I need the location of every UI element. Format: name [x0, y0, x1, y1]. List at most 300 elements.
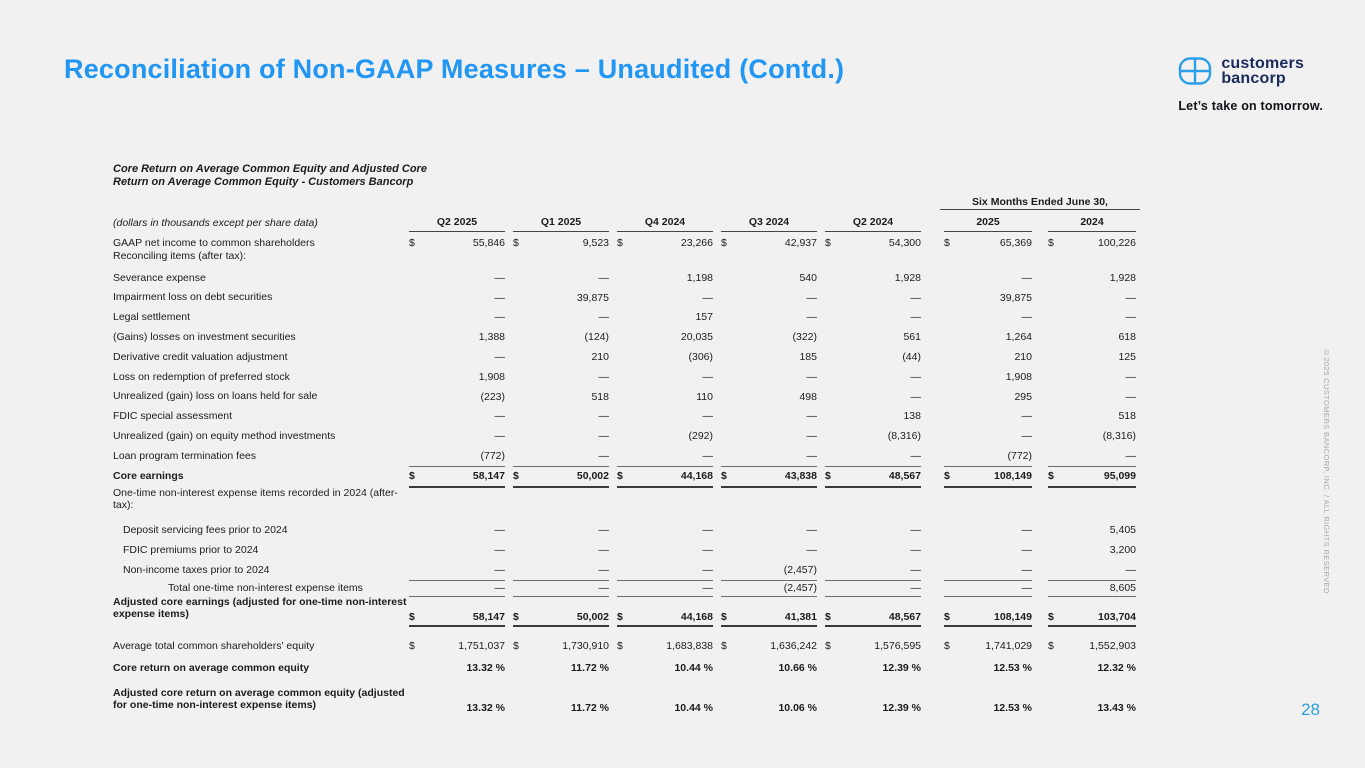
cell-value: — [598, 543, 609, 556]
cell-value: — [702, 370, 713, 383]
cell-value: 44,168 [680, 610, 713, 623]
cell-value: 12.53 % [993, 661, 1032, 674]
value-cell [940, 347, 1036, 367]
value-cell [613, 680, 717, 714]
value-cell [1044, 580, 1140, 596]
cell-value: — [806, 450, 817, 463]
cell-value: 108,149 [994, 610, 1032, 623]
cell-value: — [598, 430, 609, 443]
dollar-sign: $ [721, 469, 727, 482]
dollar-sign: $ [617, 610, 623, 623]
cell-value: — [910, 291, 921, 304]
cell-value: — [1021, 523, 1032, 536]
cell-value: — [494, 523, 505, 536]
value-cell [509, 520, 613, 540]
value-cell [1044, 236, 1140, 268]
cell-value: — [494, 351, 505, 364]
value-cell [717, 308, 821, 328]
value-cell [509, 236, 613, 268]
value-cell [717, 367, 821, 387]
cell-value: — [598, 581, 609, 594]
cell-value: 618 [1118, 331, 1136, 344]
cell-value: 8,605 [1109, 581, 1136, 594]
table-title-line1: Core Return on Average Common Equity and Adjusted Core [113, 163, 427, 175]
cell-value: (8,316) [1102, 430, 1136, 443]
cell-value: (2,457) [783, 563, 817, 576]
col-header-q4-2024: Q4 2024 [617, 210, 713, 232]
cell-value: 1,552,903 [1089, 639, 1136, 652]
value-cell [613, 347, 717, 367]
value-cell [613, 636, 717, 656]
value-cell [405, 407, 509, 427]
cell-value: 12.39 % [882, 661, 921, 674]
table-row [113, 486, 1140, 520]
dollar-sign: $ [825, 610, 831, 623]
dollar-sign: $ [617, 469, 623, 482]
cell-value: 10.06 % [778, 701, 817, 714]
dollar-sign: $ [617, 639, 623, 652]
cell-value: 43,838 [784, 469, 817, 482]
value-cell [821, 327, 925, 347]
value-cell [509, 466, 613, 486]
value-cell [821, 268, 925, 288]
value-cell [940, 308, 1036, 328]
cell-value: 1,388 [478, 331, 505, 344]
value-cell [940, 520, 1036, 540]
value-cell [717, 466, 821, 486]
value-cell [613, 327, 717, 347]
cell-value: 12.39 % [882, 701, 921, 714]
value-cell [405, 268, 509, 288]
cell-value: — [494, 581, 505, 594]
value-cell [405, 580, 509, 596]
value-cell [821, 387, 925, 407]
cell-value: 103,704 [1098, 610, 1136, 623]
cell-value: 39,875 [576, 291, 609, 304]
table-row [113, 520, 1140, 540]
value-cell [613, 288, 717, 308]
value-cell [405, 680, 509, 714]
cell-value: 54,300 [888, 237, 921, 249]
cell-value: — [1021, 430, 1032, 443]
cell-value: — [1021, 271, 1032, 284]
value-cell [821, 426, 925, 446]
value-cell [405, 520, 509, 540]
value-cell [717, 407, 821, 427]
value-cell [821, 540, 925, 560]
value-cell [1044, 636, 1140, 656]
value-cell [940, 680, 1036, 714]
cell-value: (2,457) [783, 581, 817, 594]
dollar-sign: $ [513, 639, 519, 652]
value-cell [509, 596, 613, 623]
value-cell [509, 580, 613, 596]
row-label: Loan program termination fees [113, 449, 256, 462]
cell-value: — [910, 390, 921, 403]
col-header-q2-2024: Q2 2024 [825, 210, 921, 232]
value-cell [940, 466, 1036, 486]
reconciliation-table [113, 163, 1140, 714]
dollar-sign: $ [721, 639, 727, 652]
value-cell [509, 367, 613, 387]
cell-value: — [598, 563, 609, 576]
cell-value: — [910, 543, 921, 556]
table-row [113, 560, 1140, 580]
value-cell [405, 347, 509, 367]
row-label: Average total common shareholders' equity [113, 639, 315, 652]
table-row [113, 636, 1140, 656]
cell-value: 65,369 [999, 237, 1032, 249]
value-cell [509, 540, 613, 560]
row-label: FDIC special assessment [113, 410, 233, 423]
value-cell [1044, 446, 1140, 466]
value-cell [717, 540, 821, 560]
value-cell [821, 560, 925, 580]
cell-value: — [494, 311, 505, 324]
value-cell [405, 560, 509, 580]
value-cell [1044, 520, 1140, 540]
cell-value: — [702, 581, 713, 594]
cell-value: 138 [903, 410, 921, 423]
value-cell [509, 560, 613, 580]
cell-value: 518 [1118, 410, 1136, 423]
dollar-sign: $ [409, 469, 415, 482]
value-cell [940, 367, 1036, 387]
value-cell [405, 636, 509, 656]
cell-value: — [910, 311, 921, 324]
table-row [113, 596, 1140, 622]
cell-value: (124) [584, 331, 609, 344]
value-cell [940, 288, 1036, 308]
cell-value: — [494, 563, 505, 576]
cell-value: (306) [688, 351, 713, 364]
value-cell [613, 426, 717, 446]
cell-value: — [598, 523, 609, 536]
cell-value: 1,928 [894, 271, 921, 284]
cell-value: 20,035 [680, 331, 713, 344]
dollar-sign: $ [513, 237, 519, 249]
value-cell [613, 308, 717, 328]
cell-value: (322) [792, 331, 817, 344]
cell-value: 11.72 % [571, 701, 609, 714]
cell-value: 1,576,595 [874, 639, 921, 652]
cell-value: 295 [1014, 390, 1032, 403]
value-cell [405, 596, 509, 623]
cell-value: — [910, 450, 921, 463]
table-title-line2: Return on Average Common Equity - Customers Bancorp [113, 175, 414, 188]
value-cell [405, 288, 509, 308]
row-label: (Gains) losses on investment securities [113, 331, 296, 344]
value-cell [717, 347, 821, 367]
dollar-sign: $ [513, 610, 519, 623]
cell-value: — [702, 523, 713, 536]
table-row [113, 656, 1140, 680]
cell-value: — [1021, 410, 1032, 423]
value-cell [1044, 347, 1140, 367]
col-header-q2-2025: Q2 2025 [409, 210, 505, 232]
value-cell [717, 426, 821, 446]
cell-value: 3,200 [1109, 543, 1136, 556]
value-cell [717, 387, 821, 407]
value-cell [509, 680, 613, 714]
cell-value: — [1021, 563, 1032, 576]
row-label: Impairment loss on debt securities [113, 291, 273, 304]
value-cell [613, 367, 717, 387]
cell-value: 58,147 [472, 469, 505, 482]
value-cell [940, 407, 1036, 427]
cell-value: 108,149 [994, 469, 1032, 482]
value-cell [821, 636, 925, 656]
value-cell [940, 446, 1036, 466]
value-cell [509, 387, 613, 407]
value-cell [821, 596, 925, 623]
table-row [113, 367, 1140, 387]
dollar-sign: $ [721, 610, 727, 623]
table-row [113, 347, 1140, 367]
copyright-vertical-text: ©2025 CUSTOMERS BANCORP, INC. / ALL RIGHTS RESERVED [1322, 348, 1331, 594]
value-cell [821, 288, 925, 308]
value-cell [940, 268, 1036, 288]
cell-value: 210 [1014, 351, 1032, 364]
value-cell [821, 446, 925, 466]
cell-value: — [910, 563, 921, 576]
cell-value: (292) [688, 430, 713, 443]
cell-value: — [1125, 311, 1136, 324]
cell-value: 100,226 [1098, 237, 1136, 249]
cell-value: 12.32 % [1097, 661, 1136, 674]
col-header-6m-2024: 2024 [1048, 210, 1136, 232]
dollar-sign: $ [944, 237, 950, 249]
customers-bancorp-logo [1178, 56, 1323, 86]
cell-value: — [598, 410, 609, 423]
group-header-row [113, 194, 1140, 210]
dollar-sign: $ [825, 469, 831, 482]
dollar-sign: $ [1048, 610, 1054, 623]
table-row [113, 308, 1140, 328]
cell-value: 50,002 [576, 610, 609, 623]
cell-value: (8,316) [887, 430, 921, 443]
value-cell [717, 268, 821, 288]
row-label: Loss on redemption of preferred stock [113, 370, 290, 383]
value-cell [717, 656, 821, 680]
value-cell [717, 236, 821, 268]
row-label: Unrealized (gain) on equity method investments [113, 430, 336, 443]
cell-value: 5,405 [1109, 523, 1136, 536]
cell-value: 48,567 [888, 469, 921, 482]
value-cell [821, 308, 925, 328]
cell-value: — [910, 523, 921, 536]
cell-value: — [494, 543, 505, 556]
value-cell [1044, 680, 1140, 714]
value-cell [940, 236, 1036, 268]
cell-value: — [910, 370, 921, 383]
cell-value: 58,147 [472, 610, 505, 623]
cell-value: 55,846 [472, 237, 505, 249]
value-cell [405, 367, 509, 387]
row-label: Deposit servicing fees prior to 2024 [123, 523, 288, 536]
cell-value: 39,875 [999, 291, 1032, 304]
cell-value: (44) [902, 351, 921, 364]
value-cell [405, 308, 509, 328]
cell-value: 42,937 [784, 237, 817, 249]
value-cell [1044, 560, 1140, 580]
value-cell [821, 580, 925, 596]
value-cell [405, 656, 509, 680]
cell-value: — [806, 291, 817, 304]
value-cell [940, 540, 1036, 560]
value-cell [717, 446, 821, 466]
dollar-sign: $ [617, 237, 623, 249]
value-cell [613, 236, 717, 268]
col-header-q1-2025: Q1 2025 [513, 210, 609, 232]
value-cell [1044, 367, 1140, 387]
value-cell [509, 656, 613, 680]
table-title [113, 163, 1140, 188]
cell-value: 13.32 % [466, 701, 505, 714]
cell-value: 110 [696, 390, 713, 403]
value-cell [1044, 268, 1140, 288]
col-header-6m-2025: 2025 [944, 210, 1032, 232]
table-body [113, 236, 1140, 714]
row-label: Unrealized (gain) loss on loans held for sale [113, 390, 318, 403]
value-cell [821, 236, 925, 268]
value-cell [940, 560, 1036, 580]
value-cell [613, 446, 717, 466]
six-months-group-header: Six Months Ended June 30, [940, 194, 1140, 210]
cell-value: 10.44 % [674, 661, 713, 674]
value-cell [405, 540, 509, 560]
value-cell [821, 347, 925, 367]
cell-value: (223) [480, 390, 505, 403]
value-cell [405, 387, 509, 407]
value-cell [1044, 288, 1140, 308]
table-row [113, 446, 1140, 466]
cell-value: 125 [1118, 351, 1136, 364]
value-cell [1044, 407, 1140, 427]
cell-value: — [494, 410, 505, 423]
cell-value: — [1021, 581, 1032, 594]
cell-value: — [1021, 543, 1032, 556]
value-cell [717, 520, 821, 540]
value-cell [717, 560, 821, 580]
value-cell [405, 236, 509, 268]
value-cell [940, 580, 1036, 596]
table-row [113, 288, 1140, 308]
row-label: Core return on average common equity [113, 661, 310, 674]
column-header-row [113, 210, 1140, 232]
value-cell [613, 268, 717, 288]
row-label: Non-income taxes prior to 2024 [123, 563, 270, 576]
value-cell [940, 636, 1036, 656]
table-row [113, 466, 1140, 486]
cell-value: 48,567 [888, 610, 921, 623]
value-cell [613, 656, 717, 680]
value-cell [405, 466, 509, 486]
table-row [113, 236, 1140, 268]
value-cell [509, 268, 613, 288]
logo-word-bancorp: bancorp [1221, 70, 1286, 87]
value-cell [613, 407, 717, 427]
cell-value: 498 [799, 390, 817, 403]
cell-value: 210 [591, 351, 609, 364]
dollar-sign: $ [1048, 237, 1054, 249]
value-cell [509, 308, 613, 328]
cell-value: 157 [695, 311, 713, 324]
value-cell [613, 466, 717, 486]
page-number: 28 [1301, 700, 1320, 719]
value-cell [1044, 540, 1140, 560]
value-cell [405, 327, 509, 347]
dollar-sign: $ [513, 469, 519, 482]
dollar-sign: $ [825, 639, 831, 652]
value-cell [940, 656, 1036, 680]
cell-value: 10.66 % [778, 661, 817, 674]
value-cell [613, 520, 717, 540]
value-cell [1044, 656, 1140, 680]
dollar-sign: $ [721, 237, 727, 249]
cell-value: — [1125, 370, 1136, 383]
value-cell [821, 656, 925, 680]
value-cell [1044, 308, 1140, 328]
row-label: One-time non-interest expense items recorded in 2024 (after- tax): [113, 486, 398, 512]
value-cell [1044, 466, 1140, 486]
value-cell [940, 387, 1036, 407]
value-cell [405, 426, 509, 446]
page-title: Reconciliation of Non-GAAP Measures – Unaudited (Contd.) [64, 54, 845, 84]
cell-value: 1,683,838 [666, 639, 713, 652]
value-cell [717, 636, 821, 656]
col-header-q3-2024: Q3 2024 [721, 210, 817, 232]
dollar-sign: $ [944, 639, 950, 652]
cell-value: 10.44 % [674, 701, 713, 714]
table-row [113, 680, 1140, 714]
value-cell [1044, 596, 1140, 623]
cell-value: — [806, 311, 817, 324]
cell-value: 1,636,242 [770, 639, 817, 652]
cell-value: 41,381 [784, 610, 817, 623]
cell-value: 1,198 [686, 271, 713, 284]
cell-value: 1,730,910 [562, 639, 609, 652]
value-cell [405, 446, 509, 466]
cell-value: 95,099 [1103, 469, 1136, 482]
table-row [113, 407, 1140, 427]
row-label: FDIC premiums prior to 2024 [123, 543, 259, 556]
cell-value: 561 [903, 331, 921, 344]
value-cell [717, 596, 821, 623]
row-label: Core earnings [113, 469, 184, 482]
cell-value: 13.32 % [466, 661, 505, 674]
cell-value: 1,908 [478, 370, 505, 383]
row-label: Adjusted core return on average common equity (adjusted for one-time non-interest expense items) [113, 686, 405, 712]
cell-value: — [494, 430, 505, 443]
cell-value: — [494, 271, 505, 284]
dollar-sign: $ [944, 469, 950, 482]
cell-value: 13.43 % [1097, 701, 1136, 714]
cell-value: 11.72 % [571, 661, 609, 674]
value-cell [717, 580, 821, 596]
cell-value: — [1125, 450, 1136, 463]
value-cell [821, 466, 925, 486]
cell-value: — [702, 291, 713, 304]
cell-value: — [598, 450, 609, 463]
dollar-sign: $ [825, 237, 831, 249]
cell-value: — [806, 410, 817, 423]
logo-wordmark [1221, 56, 1304, 86]
cell-value: 23,266 [680, 237, 713, 249]
cell-value: 1,908 [1005, 370, 1032, 383]
value-cell [613, 580, 717, 596]
table-row [113, 580, 1140, 596]
